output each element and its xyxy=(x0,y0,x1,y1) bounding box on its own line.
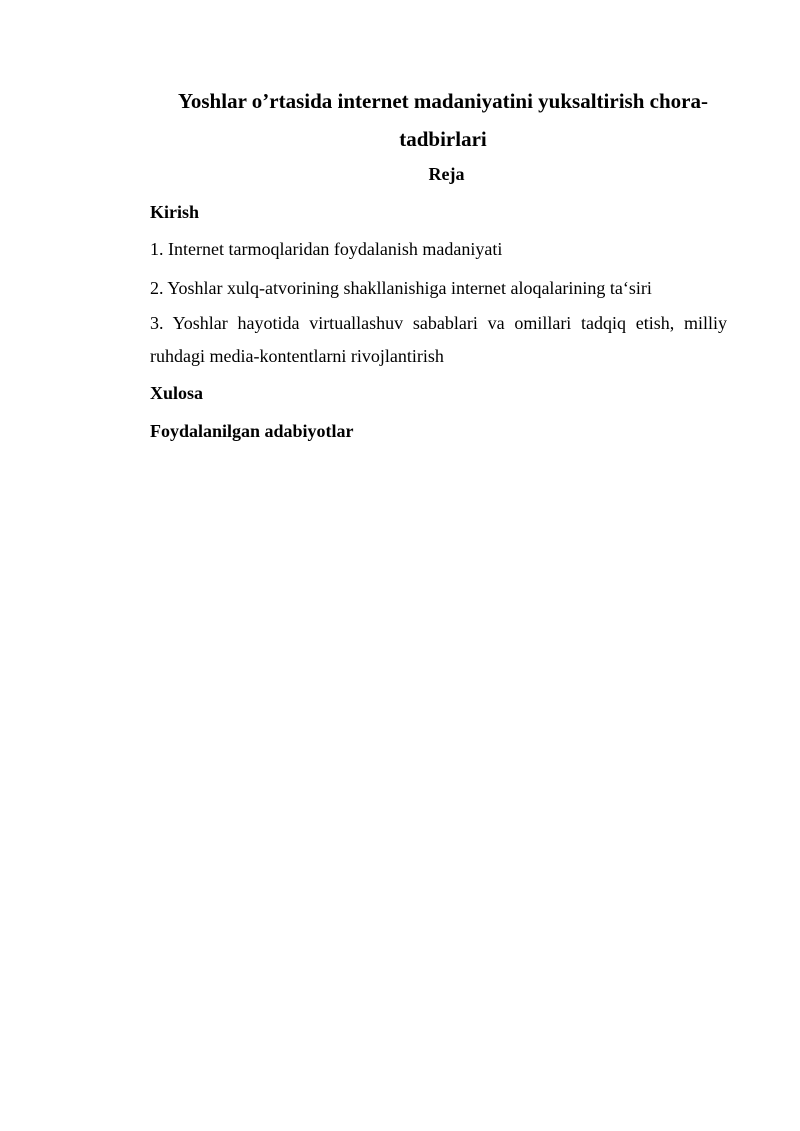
intro-heading: Kirish xyxy=(150,202,200,222)
plan-heading xyxy=(148,160,745,188)
references-heading: Foydalanilgan adabiyotlar xyxy=(150,421,354,441)
plan-item-2: 2. Yoshlar xulq-atvorining shakllanishiga internet aloqalarining ta‘siri xyxy=(150,278,652,298)
plan-heading-text: Reja xyxy=(428,164,465,184)
plan-item-3: 3. Yoshlar hayotida virtuallashuv sabablari va omillari tadqiq etish, milliy ruhdagi media-kontentlarni rivojlantirish xyxy=(150,313,727,366)
plan-item-1: 1. Internet tarmoqlaridan foydalanish madaniyati xyxy=(150,239,503,259)
document-title: Yoshlar o’rtasida internet madaniyatini yuksaltirish chora-tadbirlari xyxy=(178,89,708,151)
conclusion-heading: Xulosa xyxy=(150,383,204,403)
